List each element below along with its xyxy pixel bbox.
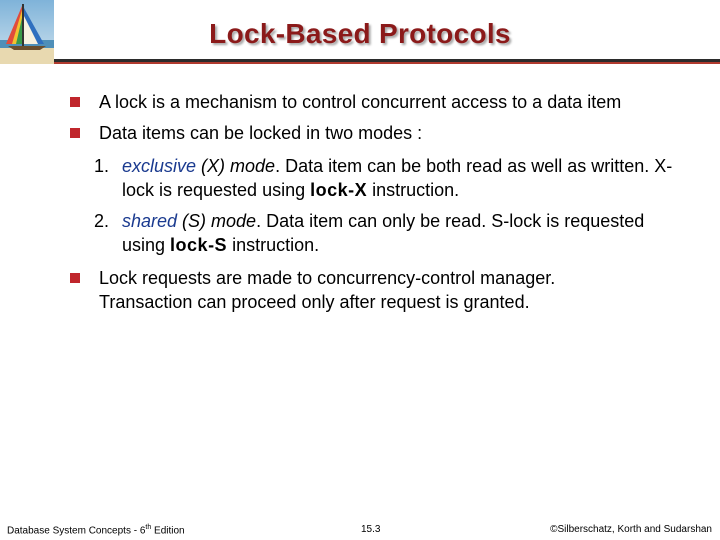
mode-sentence-end: instruction. <box>367 180 460 200</box>
bullet-marker <box>70 273 80 283</box>
list-number: 1. <box>94 156 110 176</box>
lock-instruction: lock-X <box>310 180 368 200</box>
title-divider-accent <box>54 62 720 64</box>
mode-term-suffix: (S) mode <box>177 211 257 231</box>
footer-edition-sup: th <box>145 524 152 531</box>
mode-sentence: . Data item can be both read as well as written. X-lock is requested using <box>122 156 673 200</box>
footer-book-title-suffix: Edition <box>151 525 185 537</box>
footer-book-title <box>7 524 185 536</box>
footer-slide-number: 15.3 <box>361 524 381 535</box>
mode-term: exclusive <box>122 156 197 176</box>
footer-copyright: ©Silberschatz, Korth and Sudarshan <box>550 524 712 535</box>
footer-book-title-text: Database System Concepts - 6 <box>7 525 146 537</box>
bullet-marker <box>70 128 80 138</box>
bullet-lock-definition: A lock is a mechanism to control concurrent access to a data item <box>99 92 622 112</box>
bullet-marker <box>70 97 80 107</box>
mode-exclusive <box>94 154 674 202</box>
bullet-lock-requests: Lock requests are made to concurrency-control manager. Transaction can proceed only after request is granted. <box>99 268 556 312</box>
list-number: 2. <box>94 211 110 231</box>
lock-instruction: lock-S <box>170 235 228 255</box>
slide-title: Lock-Based Protocols <box>209 18 511 49</box>
mode-shared <box>94 209 674 257</box>
mode-sentence: . Data item can only be read. S-lock is requested using <box>122 211 645 255</box>
mode-description <box>122 209 674 257</box>
mode-term-suffix: (X) mode <box>196 156 276 176</box>
bullet-lock-modes: Data items can be locked in two modes : <box>99 123 423 143</box>
mode-sentence-end: instruction. <box>227 235 320 255</box>
mode-term: shared <box>122 211 178 231</box>
mode-description <box>122 154 674 202</box>
